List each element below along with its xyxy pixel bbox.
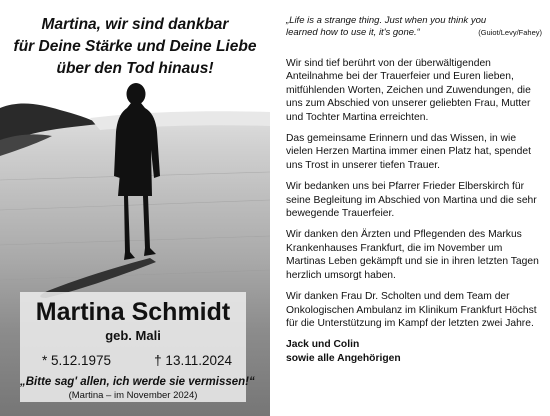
paragraph: Wir danken den Ärzten und Pflegenden des Markus Krankenhauses Frankfurt, die im November um Martinas Leben gekämpft und sie in ihren letzten Tagen herzlich umsorgt haben. — [286, 229, 539, 281]
motto-author: (Guiot/Levy/Fahey) — [478, 28, 542, 37]
birth-name: geb. Mali — [105, 328, 161, 343]
life-dates — [20, 353, 246, 369]
headline — [0, 14, 270, 80]
signature-block — [286, 338, 542, 365]
motto-line: „Life is a strange thing. Just when you think you — [286, 15, 487, 26]
birth-date: * 5.12.1975 — [42, 353, 112, 368]
farewell-quote: „Bitte sag' allen, ich werde sie vermissen!“ — [20, 376, 255, 388]
thank-you-text — [286, 57, 542, 330]
memorial-photo — [0, 0, 270, 416]
signature-line: Jack und Colin — [286, 339, 360, 351]
deceased-name: Martina Schmidt — [35, 298, 231, 326]
motto-line: learned how to use it, it's gone.“ — [286, 27, 420, 38]
headline-line: Martina, wir sind dankbar — [41, 16, 229, 33]
headline-line: für Deine Stärke und Deine Liebe — [13, 38, 257, 55]
name-panel — [20, 292, 255, 402]
headline-line: über den Tod hinaus! — [56, 60, 214, 77]
farewell-quote-source: (Martina – im November 2024) — [68, 390, 198, 401]
paragraph: Wir danken Frau Dr. Scholten und dem Team der Onkologischen Ambulanz im Klinikum Frankfurt Höchst für die Unterstützung im Kampf der letzten zwei Jahre. — [286, 291, 537, 329]
paragraph: Das gemeinsame Erinnern und das Wissen, in wie vielen Herzen Martina immer einen Platz hat, spendet uns Trost in unserer tiefen Trauer. — [286, 133, 531, 171]
death-date: † 13.11.2024 — [154, 353, 232, 368]
text-column — [286, 15, 542, 365]
signature-line: sowie alle Angehörigen — [286, 352, 401, 364]
paragraph: Wir sind tief berührt von der überwältigenden Anteilnahme bei der Trauerfeier und Euren lieben, mitfühlenden Worten, Zeichen und Zuwendungen, die uns zum Abschied von unserer geliebten Frau, Mutter und Tochter Martina erreichten. — [286, 58, 531, 123]
motto-row — [286, 27, 542, 39]
paragraph: Wir bedanken uns bei Pfarrer Frieder Elberskirch für seine Begleitung im Abschied von Martina und die sehr bewegende Trauerfeier. — [286, 181, 537, 220]
motto — [286, 15, 542, 39]
